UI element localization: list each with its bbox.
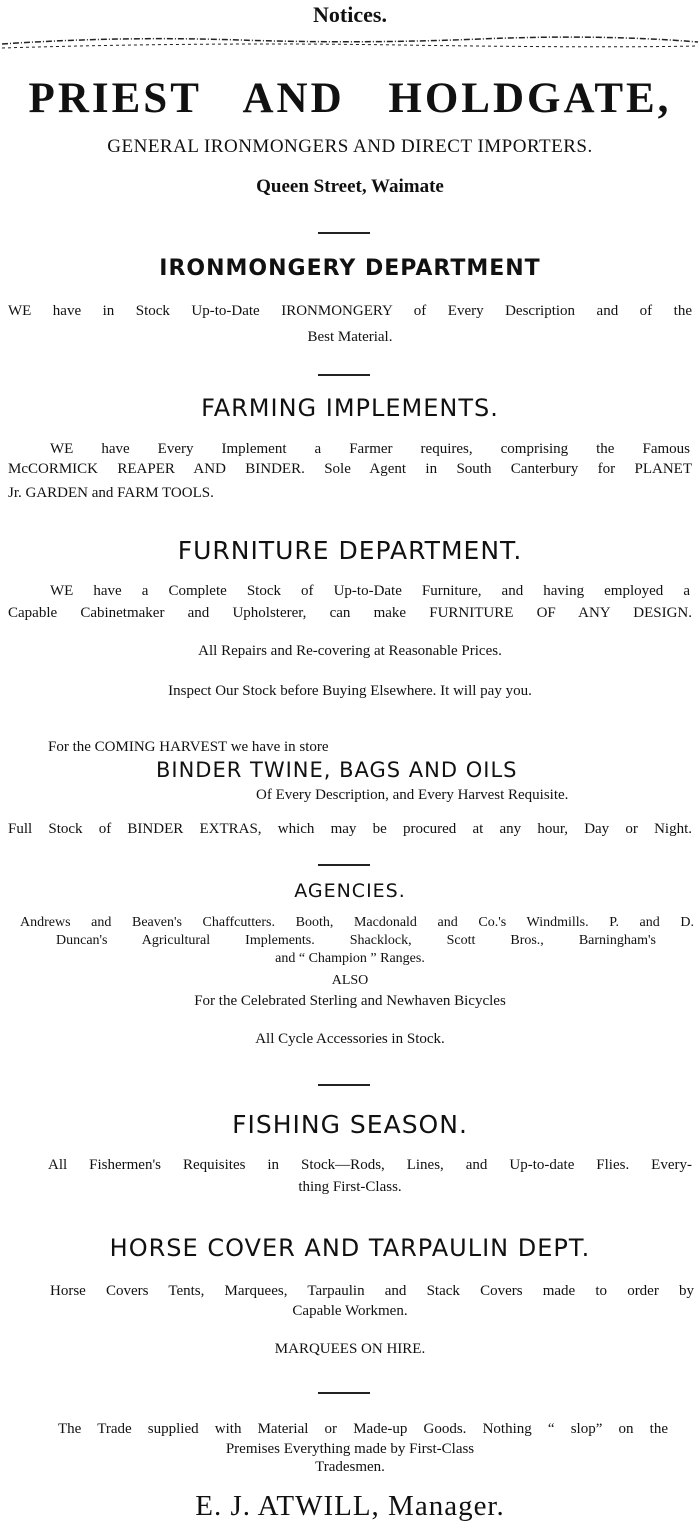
firm-tagline: GENERAL IRONMONGERS AND DIRECT IMPORTERS. — [107, 136, 593, 157]
agencies-also: ALSO — [331, 973, 369, 988]
horse-cover-line1: Horse Covers Tents, Marquees, Tarpaulin and Stack Covers made to order by — [50, 1283, 694, 1299]
ironmongery-text-line1: WE have in Stock Up-to-Date IRONMONGERY of Every Description and of the — [8, 303, 692, 319]
agencies-line1: Andrews and Beaven's Chaffcutters. Booth, Macdonald and Co.'s Windmills. P. and D. — [20, 915, 694, 930]
harvest-sub: Of Every Description, and Every Harvest Requisite. — [256, 787, 569, 803]
agencies-line3: and “ Champion ” Ranges. — [275, 951, 425, 966]
harvest-heading: BINDER TWINE, BAGS AND OILS — [156, 758, 518, 782]
furniture-line1: WE have a Complete Stock of Up-to-Date Furniture, and having employed a — [50, 583, 690, 599]
section-rule — [318, 1084, 370, 1086]
horse-cover-heading: HORSE COVER AND TARPAULIN DEPT. — [109, 1234, 591, 1262]
fishing-line2: thing First-Class. — [298, 1179, 402, 1195]
notices-heading: Notices. — [313, 2, 387, 27]
manager-signature: E. J. ATWILL, Manager. — [195, 1490, 505, 1522]
farming-line2: McCORMICK REAPER AND BINDER. Sole Agent in South Canterbury for PLANET — [8, 461, 692, 477]
section-rule — [318, 232, 370, 234]
fishing-line1: All Fishermen's Requisites in Stock—Rods, Lines, and Up-to-date Flies. Every- — [48, 1157, 692, 1173]
agencies-line2: Duncan's Agricultural Implements. Shacklock, Scott Bros., Barningham's — [56, 933, 656, 948]
notices-divider — [0, 30, 700, 52]
agencies-heading: AGENCIES. — [294, 880, 406, 902]
trade-line3: Tradesmen. — [315, 1459, 385, 1475]
harvest-extras: Full Stock of BINDER EXTRAS, which may be procured at any hour, Day or Night. — [8, 821, 692, 837]
farming-line3: Jr. GARDEN and FARM TOOLS. — [8, 485, 214, 501]
horse-cover-line2: Capable Workmen. — [292, 1303, 408, 1319]
ironmongery-text-line2: Best Material. — [307, 329, 393, 345]
section-rule — [318, 374, 370, 376]
furniture-inspect: Inspect Our Stock before Buying Elsewhere. It will pay you. — [168, 683, 532, 699]
firm-name: PRIEST AND HOLDGATE, — [28, 75, 672, 122]
marquees-on-hire: MARQUEES ON HIRE. — [274, 1341, 426, 1357]
farming-heading: FARMING IMPLEMENTS. — [201, 394, 499, 422]
furniture-line2: Capable Cabinetmaker and Upholsterer, can make FURNITURE OF ANY DESIGN. — [8, 605, 692, 621]
firm-address: Queen Street, Waimate — [256, 176, 444, 197]
farming-line1: WE have Every Implement a Farmer requires, comprising the Famous — [50, 441, 690, 457]
agencies-bicycles: For the Celebrated Sterling and Newhaven Bicycles — [194, 993, 506, 1009]
furniture-repairs: All Repairs and Re-covering at Reasonable Prices. — [198, 643, 502, 659]
harvest-intro: For the COMING HARVEST we have in store — [48, 739, 329, 755]
section-rule — [318, 864, 370, 866]
section-rule — [318, 1392, 370, 1394]
trade-line2: Premises Everything made by First-Class — [225, 1441, 475, 1457]
agencies-cycle-accessories: All Cycle Accessories in Stock. — [255, 1031, 445, 1047]
ironmongery-heading: IRONMONGERY DEPARTMENT — [159, 256, 541, 281]
trade-line1: The Trade supplied with Material or Made-up Goods. Nothing “ slop” on the — [58, 1421, 668, 1437]
fishing-heading: FISHING SEASON. — [232, 1110, 468, 1139]
furniture-heading: FURNITURE DEPARTMENT. — [177, 536, 523, 565]
